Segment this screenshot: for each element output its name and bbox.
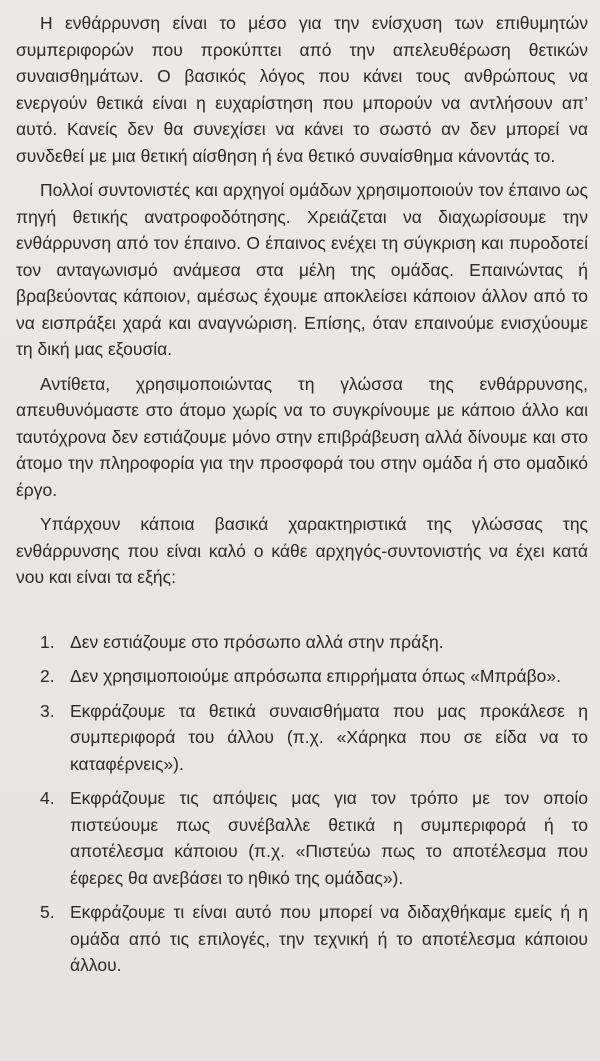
- paragraph-4: Υπάρχουν κάποια βασικά χαρακτηριστικά της γλώσσας της ενθάρρυνσης που είναι καλό ο κάθε αρχηγός-συντονιστής να έχει κατά νου και είναι τα εξής:: [16, 514, 588, 587]
- list-item-text: Εκφράζουμε τα θετικά συναισθήματα που μας προκάλεσε η συμπεριφορά του άλλου (π.χ. «Χάρηκα που σε είδα να το καταφέρνεις»).: [70, 700, 588, 774]
- list-item-number: 2.: [40, 666, 55, 686]
- list-item-number: 4.: [40, 788, 55, 808]
- list-item-text: Εκφράζουμε τις απόψεις μας για τον τρόπο με τον οποίο πιστεύουμε πως συνέβαλλε θετικά η συμπεριφορά ή το αποτέλεσμα κάποιου (π.χ. «Πιστεύω πως το αποτέλεσμα που έφερες θα ανεβάσει το ηθικό της ομάδας»).: [70, 788, 588, 888]
- list-item: [16, 629, 588, 656]
- paragraph-2: Πολλοί συντονιστές και αρχηγοί ομάδων χρησιμοποιούν τον έπαινο ως πηγή θετικής ανατροφοδότησης. Χρειάζεται να διαχωρίσουμε την ενθάρρυνση από τον έπαινο. Ο έπαινος ενέχει τη σύγκριση και πυροδοτεί τον ανταγωνισμό ανάμεσα στα μέλη της ομάδας. Επαινώντας ή βραβεύοντας κάποιον, αμέσως έχουμε αποκλείσει κάποιον άλλον από το να εισπράξει χαρά και αναγνώριση. Επίσης, όταν επαινούμε ενισχύουμε τη δική μας εξουσία.: [16, 180, 588, 359]
- paragraph-3: Αντίθετα, χρησιμοποιώντας τη γλώσσα της ενθάρρυνσης, απευθυνόμαστε στο άτομο χωρίς να το συγκρίνουμε με κάποιο άλλο και ταυτόχρονα δεν εστιάζουμε μόνο στην επιβράβευση αλλά δίνουμε και στο άτομο την πληροφορία για την προσφορά του στην ομάδα ή στο ομαδικό έργο.: [16, 373, 588, 500]
- list-item-text: Δεν χρησιμοποιούμε απρόσωπα επιρρήματα όπως «Μπράβο».: [70, 666, 561, 686]
- list-item: [16, 663, 588, 690]
- list-item: [16, 785, 588, 891]
- list-item-number: 3.: [40, 700, 55, 721]
- list-item: [16, 698, 588, 778]
- list-item-number: 1.: [40, 631, 55, 652]
- paragraph-1: Η ενθάρρυνση είναι το μέσο για την ενίσχυση των επιθυμητών συμπεριφορών που προκύπτει από την απελευθέρωση θετικών συναισθημάτων. Ο βασικός λόγος που κάνει τους ανθρώπους να ενεργούν θετικά είναι η ευχαρίστηση που μπορούν να αντλήσουν απ’ αυτό. Κανείς δεν θα συνεχίσει να κάνει το σωστό αν δεν μπορεί να συνδεθεί με μια θετική αίσθηση ή ένα θετικό συναίσθημα κάνοντάς το.: [16, 13, 588, 166]
- list-item-text: Εκφράζουμε τι είναι αυτό που μπορεί να διδαχθήκαμε εμείς ή η ομάδα από τις επιλογές, την τεχνική ή το αποτέλεσμα κάποιου άλλου.: [70, 902, 588, 975]
- characteristics-list: [16, 629, 588, 979]
- list-item-number: 5.: [40, 902, 55, 922]
- list-item: [16, 899, 588, 979]
- list-item-text: Δεν εστιάζουμε στο πρόσωπο αλλά στην πράξη.: [70, 631, 444, 652]
